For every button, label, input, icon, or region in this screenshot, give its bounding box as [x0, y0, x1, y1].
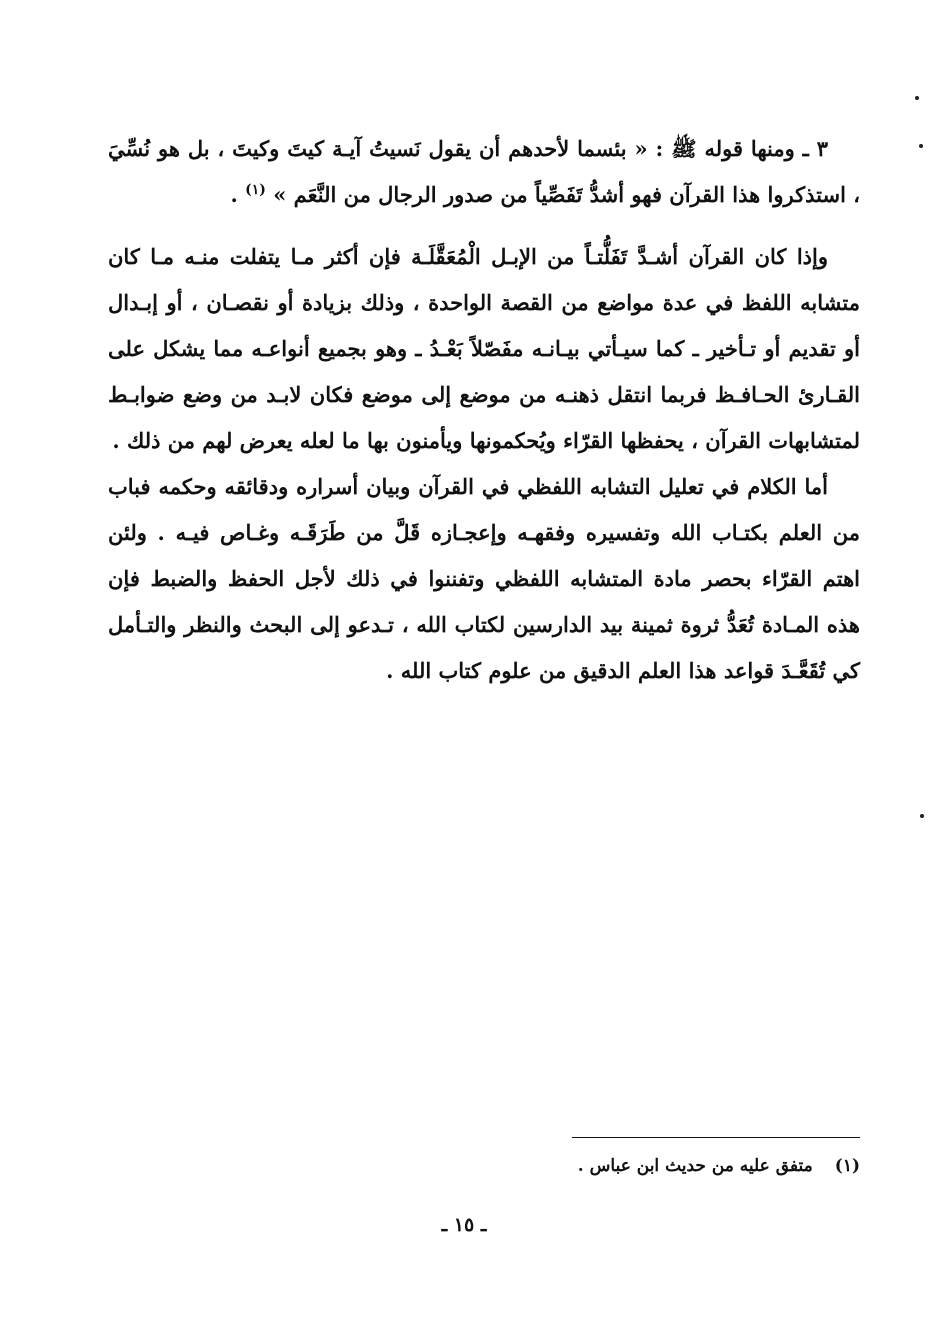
scan-speck [920, 814, 924, 818]
paragraph-hadith: ٣ ـ ومنها قوله ﷺ : « بئسما لأحدهم أن يقول نَسيتُ آيـة كيتَ وكيتَ ، بل هو نُسِّيَ ، استذكروا هذا القرآن فهو أشدُّ تَفَصِّياً من صدور الرجال من النَّعَم » $^{(١)}$ . [108, 136, 860, 207]
footnote [108, 1150, 860, 1182]
paragraph-text: ٣ ـ ومنها قوله ﷺ : « بئسما لأحدهم أن يقول نَسيتُ آيـة كيتَ وكيتَ ، بل هو نُسِّيَ ، استذكروا هذا القرآن فهو أشدُّ تَفَصِّياً من صدور الرجال من النَّعَم » [108, 136, 860, 207]
footnote-number: (١) [834, 1156, 860, 1176]
scan-speck [919, 144, 923, 148]
paragraph-mutashabih [108, 234, 860, 464]
paragraph-text: وإذا كان القرآن أشـدَّ تَفَلُّتـاً من الإبـل الْمُعَقَّلَـة فإن أكثر مـا يتفلت منـه مـا كان متشابه اللفظ في عدة مواضع من القصة الواحدة ، وذلك بزيادة أو نقصـان ، أو إبـدال أو تقديم أو تـأخير ـ كما سيـأتي بيـانـه مفَصّلاً بَعْـدُ ـ وهو بجميع أنواعـه مما يشكل على القـارئ الحـافـظ فربما انتقل ذهنـه من موضع إلى موضع فكان لابـد من وضع ضوابـط لمتشابهات القرآن ، يحفظها القرّاء ويُحكمونها ويأمنون بها ما لعله يعرض لهم من ذلك . [108, 244, 860, 453]
paragraph-talil [108, 464, 860, 694]
footnote-divider [572, 1137, 860, 1138]
page-number: ـ ١٥ ـ [441, 1214, 487, 1236]
paragraph-text: أما الكلام في تعليل التشابه اللفظي في القرآن وبيان أسراره ودقائقه وحكمه فباب من العلم بكتـاب الله وتفسيره وفقهـه وإعجـازه قَلَّ من طَرَقَـه وغـاص فيـه . ولئن اهتم القرّاء بحصر مادة المتشابه اللفظي وتفننوا في ذلك لأجل الحفظ والضبط فإن هذه المـادة تُعَدُّ ثروة ثمينة بيد الدارسين لكتاب الله ، تـدعو إلى البحث والنظر والتـأمل كي تُقَعَّـدَ قواعد هذا العلم الدقيق من علوم كتاب الله . [108, 474, 860, 683]
footnote-text: متفق عليه من حديث ابن عباس . [577, 1156, 813, 1176]
scan-speck [915, 96, 919, 100]
footnote-reference[interactable]: (١) [245, 182, 266, 198]
